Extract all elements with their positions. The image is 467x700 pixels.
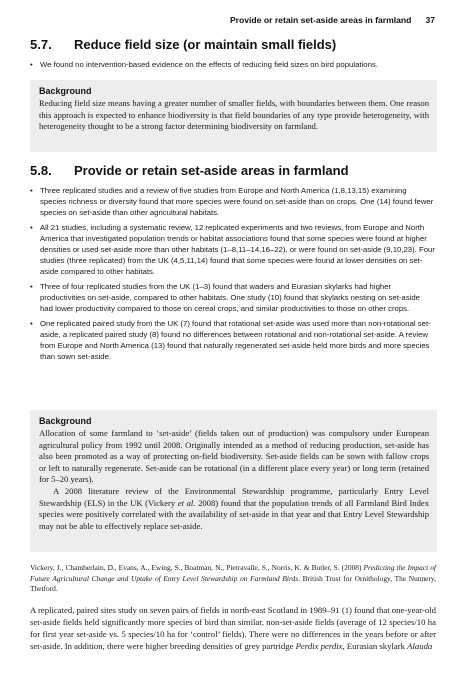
- background-paragraph: Reducing field size means having a greater number of smaller fields, with boundaries between them. One reason this approach is expected to enhance biodiversity is that field boundaries of any type provide heterogeneity, with heterogeneity thought to be a strong factor determining biodiversity on farmland.: [39, 98, 429, 132]
- background-title: Background: [39, 416, 92, 426]
- key-message-item: • We found no intervention-based evidence on the effects of reducing field sizes on bird populations.: [30, 60, 435, 71]
- study-paragraph: A replicated, paired sites study on seven pairs of fields in north-east Scotland in 1989–91 (1) found that one-year-old set-aside fields held significantly more species of bird than similar, non-set-aside fields (average of 12 species/10 ha for first year set-aside vs. 5 species/10 ha for ‘control’ fields). There were no differences in the years before or after set-aside. In addition, there were higher breeding densities of grey partridge Perdix perdix, Eurasian skylark Alauda: [30, 605, 436, 651]
- section-5-7-background-box: [30, 80, 437, 152]
- section-5-7-heading: [30, 37, 336, 52]
- section-5-8-heading: [30, 163, 349, 178]
- reference-entry: Vickery, J., Chamberlain, D., Evans, A., Ewing, S., Boatman, N., Pietravalle, S., Norris, K. & Butler, S. (2008) Predicting the Impact of Future Agricultural Change and Uptake of Entry Level Stewardship on Farmland Birds. British Trust for Ornithology, The Nunnery, Thetford.: [30, 563, 436, 594]
- background-paragraph: A 2008 literature review of the Environmental Stewardship programme, particularly Entry Level Stewardship (ELS) in the UK (Vickery et al. 2008) found that the population trends of all Farmland Bird Index species were positively correlated with the availability of set-aside in that year and that Entry Level Stewardship may not be able to effectively replace set-aside.: [39, 485, 430, 531]
- running-header: [230, 15, 435, 25]
- page-number: 37: [425, 15, 435, 25]
- species-name: Perdix perdix: [295, 640, 343, 651]
- running-header-title: Provide or retain set-aside areas in farmland: [229, 15, 412, 25]
- section-5-7-key-messages: [30, 60, 435, 75]
- section-5-8-key-messages: [30, 186, 435, 368]
- section-number: 5.8.: [30, 163, 52, 178]
- background-title: Background: [39, 86, 92, 96]
- key-message-item: • All 21 studies, including a systematic review, 12 replicated experiments and two reviews, from Europe and North America that investigated population trends or habitat associations found that some species were found at higher densities or used set-aside more than other habitats (1–8,11–14,16–22), or were found on set-aside (9,10,23). Four studies (three replicated) from the UK (4,5,11,14) found that some species were found at lower densities on set-aside compared to other habitats.: [30, 223, 435, 278]
- section-5-8-background-box: [30, 410, 437, 552]
- section-title: Reduce field size (or maintain small fields): [74, 37, 337, 52]
- key-message-item: • Three replicated studies and a review of five studies from Europe and North America (1,8,13,15) examining species richness or diversity found that more species were found on set-aside than on crops. One (14) found fewer species on set-aside than other agricultural habitats.: [30, 186, 435, 219]
- background-paragraph: Allocation of some farmland to ‘set-aside’ (fields taken out of production) was compulsory under European agricultural policy from 1992 until 2008. Originally intended as a method of reducing production, set-aside has also been promoted as a way of protecting on-field biodiversity. Set-aside fields can be sown with fallow crops or left to naturally regenerate. Set-aside can be rotational (in a different place every year) or long term (retained for 5–20 years).: [39, 428, 429, 485]
- key-message-item: • One replicated paired study from the UK (7) found that rotational set-aside was used more than non-rotational set-aside, a replicated paired study (8) found no differences between rotational and non-rotational set-aside. A review from Europe and North America (13) found that naturally regenerated set-aside held more birds and more species than sown set-aside.: [30, 319, 435, 363]
- section-number: 5.7.: [30, 37, 52, 52]
- species-name: Alauda: [407, 640, 433, 651]
- key-message-item: • Three of four replicated studies from the UK (1–3) found that waders and Eurasian skylarks had higher productivities on set-aside, compared to other habitats. One study (10) found that skylarks nesting on set-aside had lower productivity compared to those on cereal crops, and similar productivities to those on other crops.: [30, 282, 435, 315]
- reference-title: Predicting the Impact of Future Agricultural Change and Uptake of Entry Level Stewardship on Farmland Birds: [30, 563, 436, 583]
- section-title: Provide or retain set-aside areas in farmland: [74, 163, 349, 178]
